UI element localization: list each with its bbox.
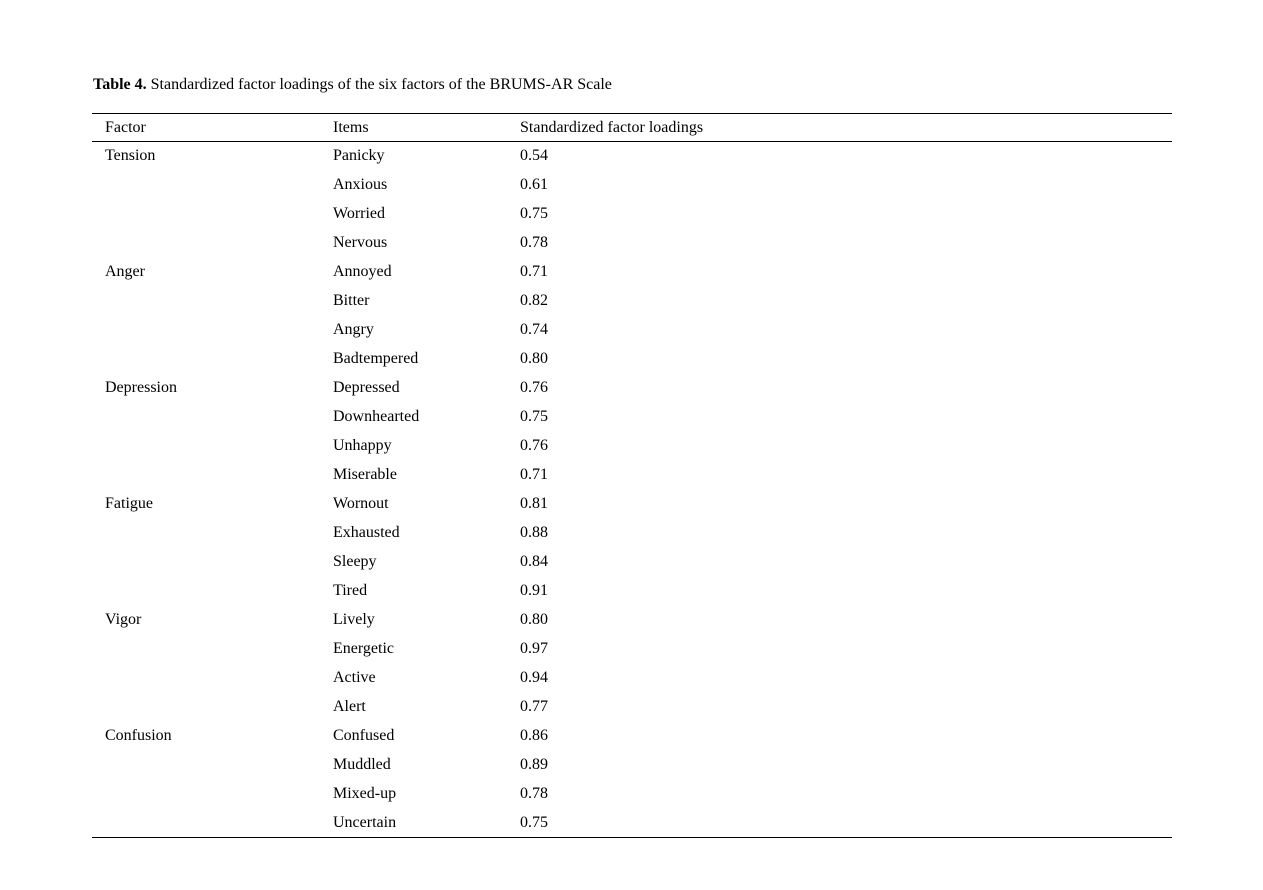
- factor-cell: [92, 432, 320, 461]
- table-row: [92, 722, 1172, 751]
- factor-cell: [92, 229, 320, 258]
- header-factor: Factor: [105, 118, 146, 136]
- loading-cell: 0.75: [520, 813, 548, 831]
- loading-cell: 0.94: [520, 669, 548, 686]
- factor-cell: [92, 780, 320, 809]
- loading-cell: 0.77: [520, 698, 548, 715]
- factor-cell: Fatigue: [105, 495, 153, 512]
- factor-cell: [92, 345, 320, 374]
- header-items: Items: [333, 118, 369, 136]
- factor-cell: [92, 751, 320, 780]
- item-cell: Mixed-up: [333, 785, 397, 802]
- item-cell: Exhausted: [333, 524, 400, 541]
- item-cell: Nervous: [333, 234, 388, 251]
- table-row: [92, 171, 1172, 200]
- table-header-row: [92, 114, 1172, 142]
- table-row: [92, 490, 1172, 519]
- factor-cell: Tension: [105, 147, 156, 165]
- table-caption: Standardized factor loadings of the six factors of the BRUMS-AR Scale: [150, 76, 612, 93]
- item-cell: Wornout: [333, 495, 389, 512]
- table-row: [92, 258, 1172, 287]
- factor-cell: [92, 519, 320, 548]
- loading-cell: 0.78: [520, 785, 548, 802]
- factor-cell: Anger: [105, 263, 145, 280]
- table-row: [92, 780, 1172, 809]
- table-row: [92, 200, 1172, 229]
- item-cell: Angry: [333, 321, 374, 338]
- loading-cell: 0.84: [520, 553, 548, 570]
- table-row: [92, 461, 1172, 490]
- item-cell: Active: [333, 669, 376, 686]
- table-label: Table 4.: [93, 76, 147, 93]
- loading-cell: 0.75: [520, 408, 548, 425]
- factor-cell: [92, 664, 320, 693]
- factor-cell: [92, 287, 320, 316]
- item-cell: Bitter: [333, 292, 370, 309]
- table-row: [92, 403, 1172, 432]
- header-loadings: Standardized factor loadings: [520, 118, 704, 136]
- loading-cell: 0.82: [520, 292, 548, 309]
- table-title: [93, 75, 612, 94]
- factor-cell: [92, 403, 320, 432]
- table-row: [92, 664, 1172, 693]
- factor-cell: [92, 693, 320, 722]
- table-row: [92, 693, 1172, 722]
- table-row: [92, 229, 1172, 258]
- table-row: [92, 606, 1172, 635]
- item-cell: Confused: [333, 727, 395, 744]
- table-row: [92, 548, 1172, 577]
- item-cell: Uncertain: [333, 813, 397, 831]
- factor-cell: [92, 171, 320, 200]
- table-row: [92, 809, 1172, 838]
- table-row: [92, 374, 1172, 403]
- loading-cell: 0.54: [520, 147, 548, 165]
- loading-cell: 0.88: [520, 524, 548, 541]
- table-body: [92, 142, 1172, 838]
- loading-cell: 0.74: [520, 321, 548, 338]
- factor-cell: [92, 200, 320, 229]
- factor-cell: [92, 316, 320, 345]
- item-cell: Depressed: [333, 379, 400, 396]
- factor-cell: [92, 461, 320, 490]
- loading-cell: 0.97: [520, 640, 548, 657]
- factor-cell: [92, 577, 320, 606]
- item-cell: Panicky: [333, 147, 385, 165]
- table-row: [92, 316, 1172, 345]
- item-cell: Annoyed: [333, 263, 392, 280]
- item-cell: Badtempered: [333, 350, 419, 367]
- factor-cell: [92, 548, 320, 577]
- loading-cell: 0.80: [520, 611, 548, 628]
- loading-cell: 0.86: [520, 727, 548, 744]
- factor-cell: [92, 635, 320, 664]
- loading-cell: 0.80: [520, 350, 548, 367]
- table-row: [92, 345, 1172, 374]
- loading-cell: 0.71: [520, 466, 548, 483]
- loading-cell: 0.78: [520, 234, 548, 251]
- item-cell: Anxious: [333, 176, 388, 193]
- table-row: [92, 635, 1172, 664]
- table-row: [92, 519, 1172, 548]
- table-row: [92, 287, 1172, 316]
- table-row: [92, 577, 1172, 606]
- factor-cell: Vigor: [105, 611, 142, 628]
- table-row: [92, 432, 1172, 461]
- factor-loadings-table: [92, 113, 1172, 838]
- table-row: [92, 142, 1172, 171]
- loading-cell: 0.81: [520, 495, 548, 512]
- table-row: [92, 751, 1172, 780]
- item-cell: Downhearted: [333, 408, 420, 425]
- item-cell: Alert: [333, 698, 366, 715]
- loading-cell: 0.89: [520, 756, 548, 773]
- loading-cell: 0.76: [520, 437, 548, 454]
- factor-cell: Confusion: [105, 727, 172, 744]
- loading-cell: 0.61: [520, 176, 548, 193]
- item-cell: Miserable: [333, 466, 397, 483]
- item-cell: Lively: [333, 611, 375, 628]
- item-cell: Tired: [333, 582, 368, 599]
- item-cell: Worried: [333, 205, 386, 222]
- loading-cell: 0.71: [520, 263, 548, 280]
- item-cell: Energetic: [333, 640, 395, 657]
- factor-cell: Depression: [105, 379, 177, 396]
- loading-cell: 0.76: [520, 379, 548, 396]
- item-cell: Muddled: [333, 756, 391, 773]
- loading-cell: 0.91: [520, 582, 548, 599]
- item-cell: Sleepy: [333, 553, 377, 570]
- item-cell: Unhappy: [333, 437, 392, 454]
- factor-cell: [92, 809, 320, 838]
- loading-cell: 0.75: [520, 205, 548, 222]
